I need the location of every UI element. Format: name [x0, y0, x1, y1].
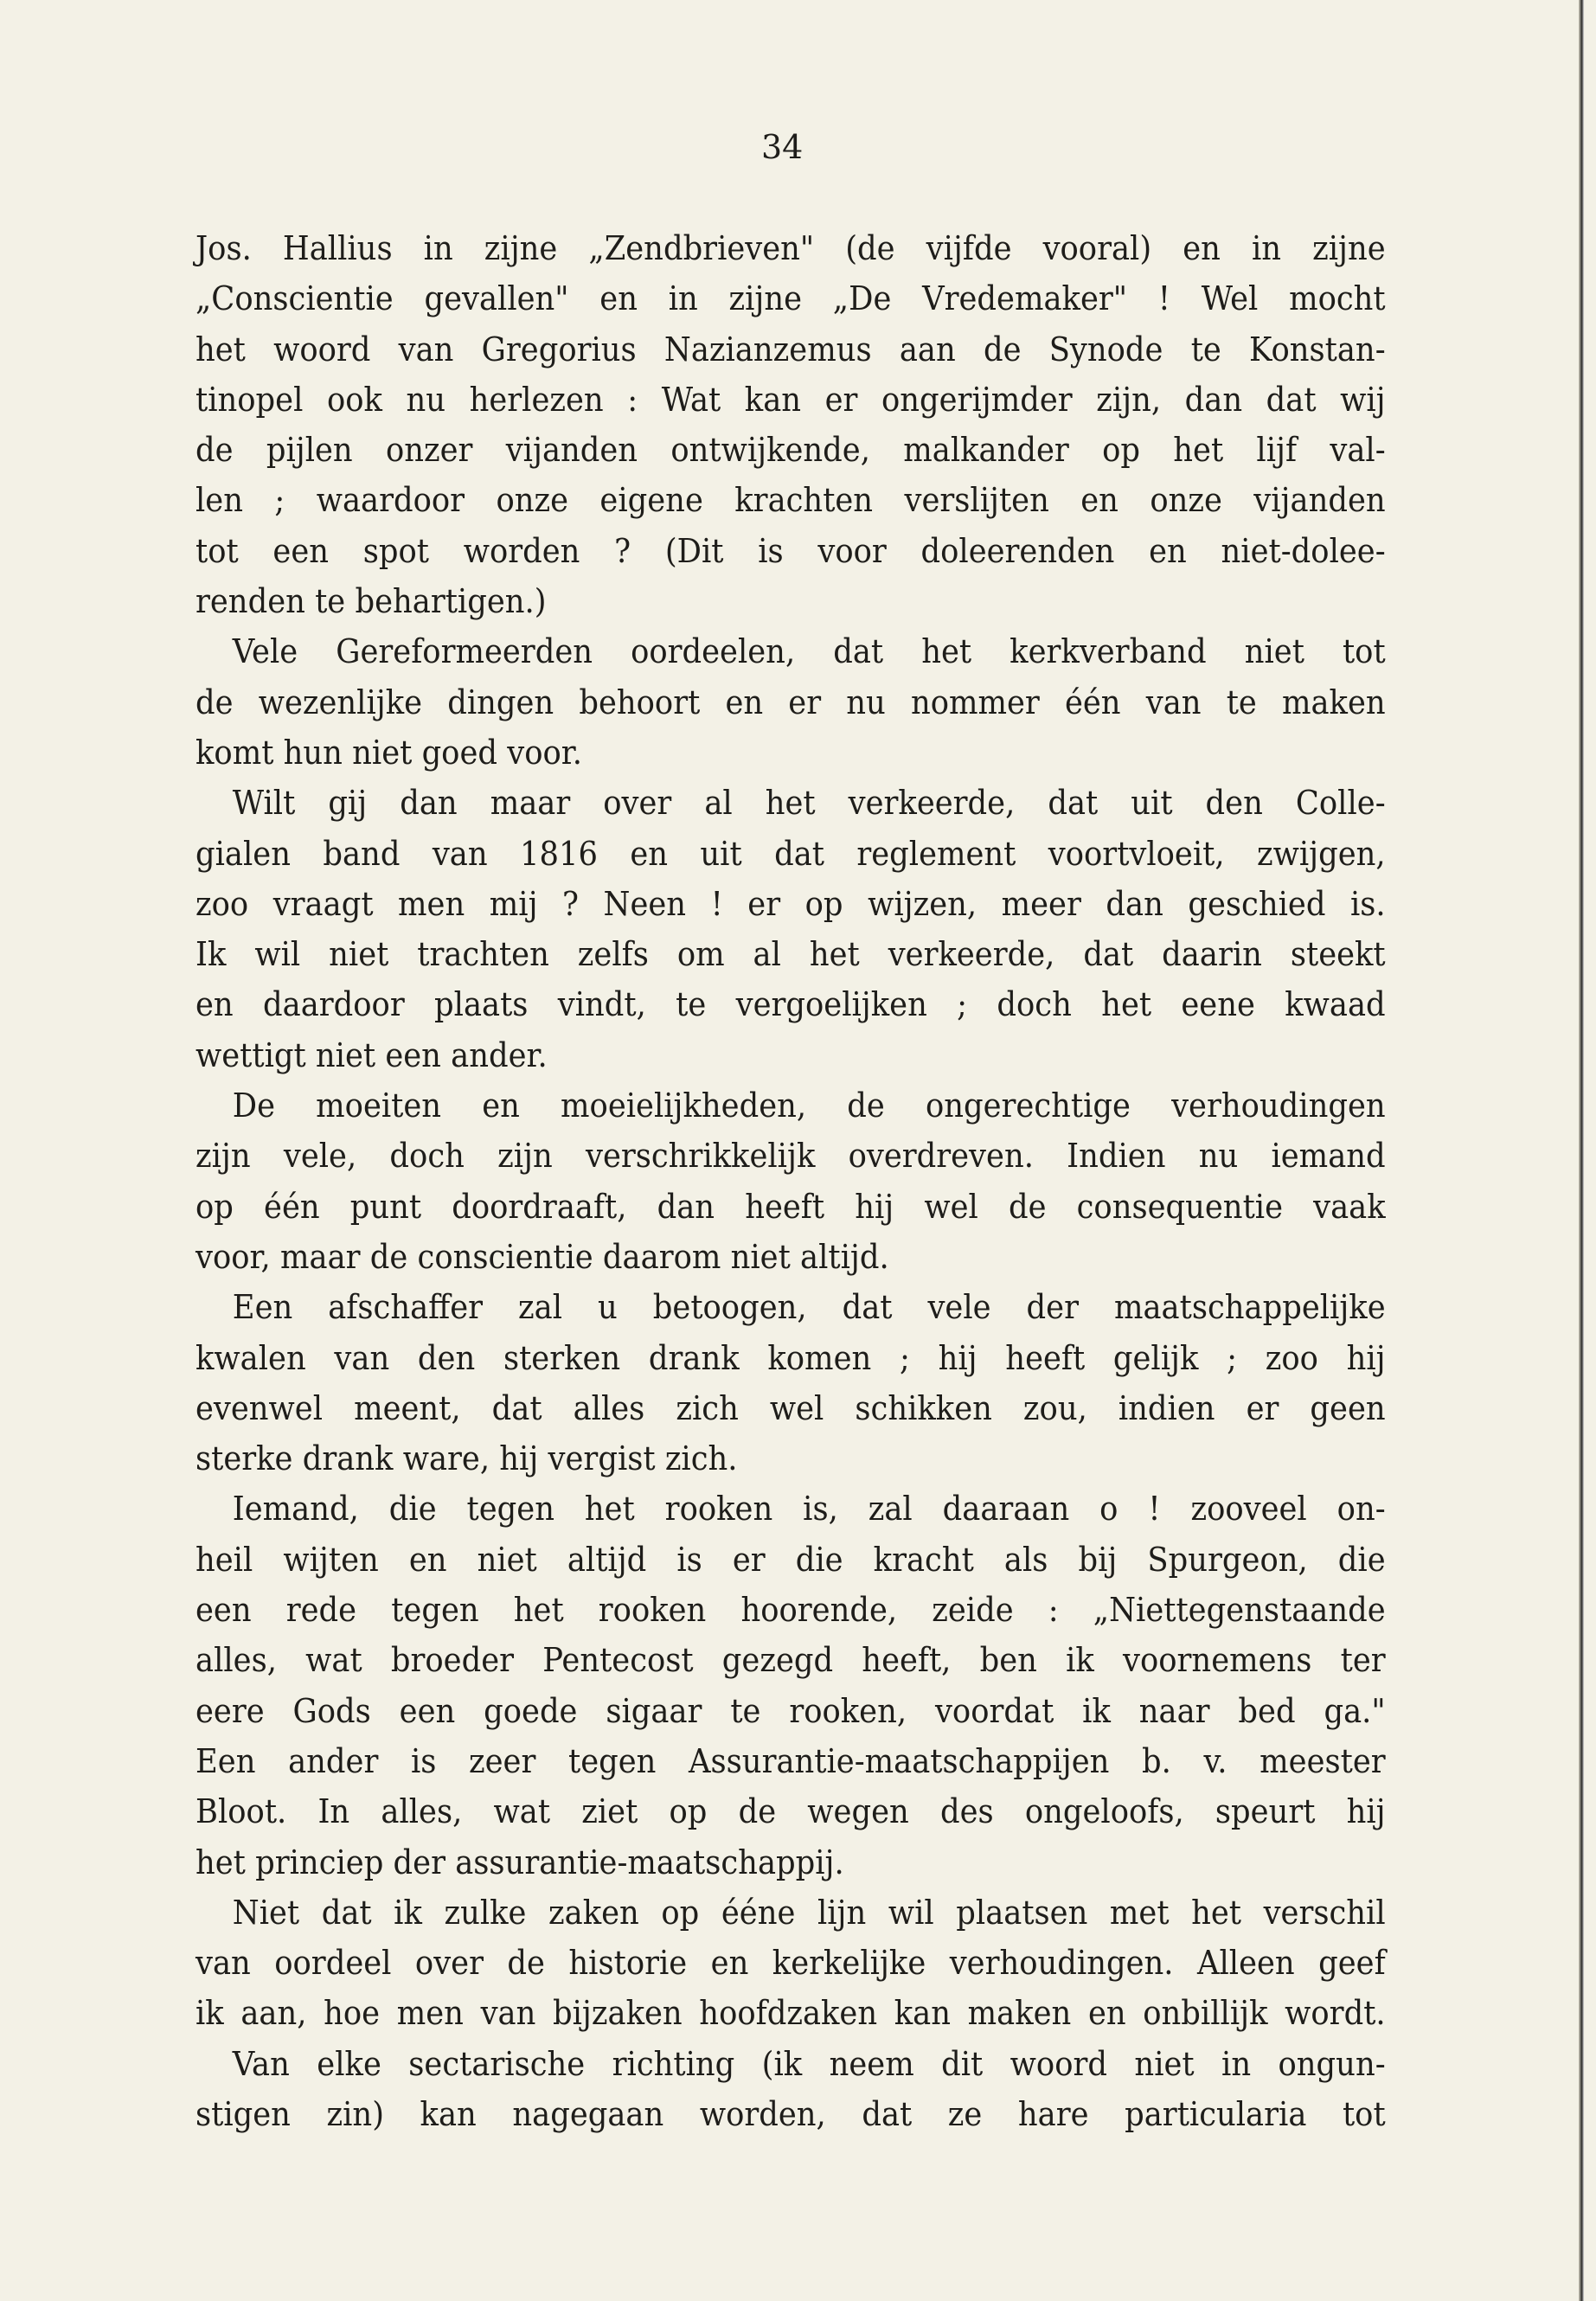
- text-line: de pijlen onzer vijanden ontwijkende, malkander op het lijf val-: [195, 431, 1386, 470]
- body-text: [195, 223, 1386, 2139]
- text-line: kwalen van den sterken drank komen ; hij heeft gelijk ; zoo hij: [195, 1338, 1386, 1377]
- text-line: van oordeel over de historie en kerkelijke verhoudingen. Alleen geef: [195, 1944, 1386, 1983]
- text-line: Een ander is zeer tegen Assurantie-maatschappijen b. v. meester: [195, 1741, 1386, 1780]
- text-line: Wilt gij dan maar over al het verkeerde, dat uit den Colle-: [232, 784, 1386, 823]
- text-line: zijn vele, doch zijn verschrikkelijk overdreven. Indien nu iemand: [195, 1137, 1386, 1176]
- text-line: tinopel ook nu herlezen : Wat kan er ongerijmder zijn, dan dat wij: [195, 380, 1386, 419]
- text-line: evenwel meent, dat alles zich wel schikken zou, indien er geen: [195, 1388, 1386, 1427]
- text-line: op één punt doordraaft, dan heeft hij wel de consequentie vaak: [195, 1187, 1386, 1226]
- text-line: Jos. Hallius in zijne „Zendbrieven" (de vijfde vooral) en in zijne: [195, 229, 1386, 267]
- text-line: ik aan, hoe men van bijzaken hoofdzaken kan maken en onbillijk wordt.: [195, 1994, 1386, 2033]
- text-line: sterke drank ware, hij vergist zich.: [195, 1439, 738, 1478]
- text-line: „Conscientie gevallen" en in zijne „De Vredemaker" ! Wel mocht: [195, 279, 1386, 318]
- text-line: alles, wat broeder Pentecost gezegd heeft, ben ik voornemens ter: [195, 1641, 1386, 1680]
- text-line: het princiep der assurantie-maatschappij.: [195, 1843, 844, 1881]
- text-line: tot een spot worden ? (Dit is voor doleerenden en niet-dolee-: [195, 531, 1386, 570]
- text-line: Iemand, die tegen het rooken is, zal daaraan o ! zooveel on-: [232, 1490, 1386, 1529]
- text-line: Ik wil niet trachten zelfs om al het verkeerde, dat daarin steekt: [195, 935, 1386, 974]
- text-line: stigen zin) kan nagegaan worden, dat ze hare particularia tot: [195, 2094, 1386, 2133]
- text-line: komt hun niet goed voor.: [195, 733, 582, 772]
- text-line: Niet dat ik zulke zaken op ééne lijn wil plaatsen met het verschil: [232, 1893, 1386, 1932]
- text-line: wettigt niet een ander.: [195, 1035, 548, 1074]
- text-line: voor, maar de conscientie daarom niet altijd.: [195, 1237, 889, 1276]
- text-line: heil wijten en niet altijd is er die kracht als bij Spurgeon, die: [195, 1540, 1386, 1579]
- text-line: eere Gods een goede sigaar te rooken, voordat ik naar bed ga.": [195, 1691, 1386, 1730]
- page-number: 34: [761, 128, 804, 166]
- text-line: de wezenlijke dingen behoort en er nu nommer één van te maken: [195, 683, 1386, 721]
- text-line: Van elke sectarische richting (ik neem dit woord niet in ongun-: [232, 2044, 1386, 2083]
- text-line: een rede tegen het rooken hoorende, zeide : „Niettegenstaande: [195, 1591, 1386, 1630]
- text-line: Vele Gereformeerden oordeelen, dat het kerkverband niet tot: [232, 632, 1386, 671]
- text-line: en daardoor plaats vindt, te vergoelijken ; doch het eene kwaad: [195, 985, 1386, 1024]
- text-line: Bloot. In alles, wat ziet op de wegen des ongeloofs, speurt hij: [195, 1792, 1386, 1831]
- text-line: gialen band van 1816 en uit dat reglement voortvloeit, zwijgen,: [195, 834, 1386, 873]
- text-line: De moeiten en moeielijkheden, de ongerechtige verhoudingen: [232, 1086, 1386, 1125]
- text-line: renden te behartigen.): [195, 582, 547, 621]
- text-line: len ; waardoor onze eigene krachten verslijten en onze vijanden: [195, 481, 1386, 520]
- text-line: zoo vraagt men mij ? Neen ! er op wijzen, meer dan geschied is.: [195, 884, 1386, 923]
- text-line: Een afschaffer zal u betoogen, dat vele der maatschappelijke: [232, 1288, 1386, 1327]
- text-line: het woord van Gregorius Nazianzemus aan de Synode te Konstan-: [195, 330, 1386, 369]
- page-edge: [1579, 0, 1584, 2301]
